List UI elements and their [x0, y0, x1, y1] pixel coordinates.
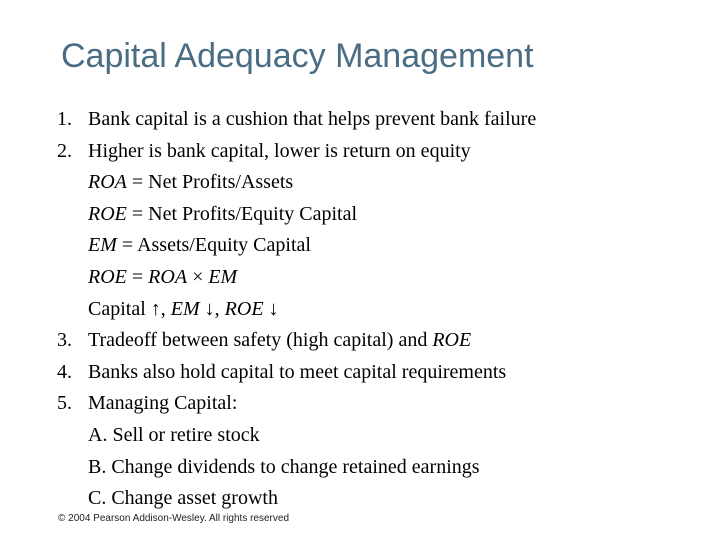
formula-product: [57, 262, 536, 294]
down-arrow-icon: ↓: [199, 297, 215, 320]
formula-variable: ROE: [88, 265, 127, 288]
times-sign: ×: [187, 265, 209, 288]
list-text: Banks also hold capital to meet capital requirements: [88, 360, 507, 383]
down-arrow-icon: ↓: [263, 297, 279, 320]
slide-body: [57, 104, 536, 515]
separator: ,: [214, 297, 225, 320]
list-text: Managing Capital:: [88, 392, 238, 415]
list-text: Tradeoff between safety (high capital) and: [88, 329, 433, 352]
list-text: Higher is bank capital, lower is return on equity: [88, 139, 471, 162]
formula-roa: [57, 167, 536, 199]
list-item-4: [57, 357, 536, 389]
list-text-italic: ROE: [432, 329, 472, 352]
formula-variable: ROA: [148, 265, 188, 288]
list-number: 5.: [57, 392, 72, 415]
formula-definition: = Net Profits/Equity Capital: [126, 202, 358, 225]
formula-variable: EM: [88, 234, 117, 257]
formula-arrows: [57, 294, 536, 326]
copyright-footer: © 2004 Pearson Addison-Wesley. All rights reserved: [58, 513, 290, 524]
slide-title: Capital Adequacy Management: [61, 37, 534, 75]
formula-variable: ROA: [88, 171, 127, 194]
sub-item-text: A. Sell or retire stock: [88, 423, 260, 446]
sub-item-text: B. Change dividends to change retained earnings: [88, 455, 480, 478]
formula-definition: = Net Profits/Assets: [126, 171, 294, 194]
formula-variable: ROE: [224, 297, 264, 320]
sub-item-b: [57, 452, 536, 484]
sub-item-text: C. Change asset growth: [88, 487, 278, 510]
formula-em: [57, 230, 536, 262]
separator: ,: [160, 297, 171, 320]
formula-roe: [57, 199, 536, 231]
list-item-3: [57, 325, 536, 357]
equals-sign: =: [126, 265, 149, 288]
capital-label: Capital: [88, 297, 151, 320]
formula-variable: EM: [208, 265, 238, 288]
list-number: 3.: [57, 329, 72, 352]
formula-variable: ROE: [88, 202, 127, 225]
list-number: 4.: [57, 360, 72, 383]
sub-item-a: [57, 420, 536, 452]
list-item-2: [57, 136, 536, 168]
list-item-5: [57, 388, 536, 420]
formula-definition: = Assets/Equity Capital: [116, 234, 311, 257]
up-arrow-icon: ↑: [150, 297, 161, 320]
list-number: 1.: [57, 108, 72, 130]
list-item-1: [57, 104, 536, 136]
list-text: Bank capital is a cushion that helps prevent bank failure: [88, 108, 537, 130]
formula-variable: EM: [170, 297, 200, 320]
list-number: 2.: [57, 139, 72, 162]
sub-item-c: [57, 483, 536, 515]
